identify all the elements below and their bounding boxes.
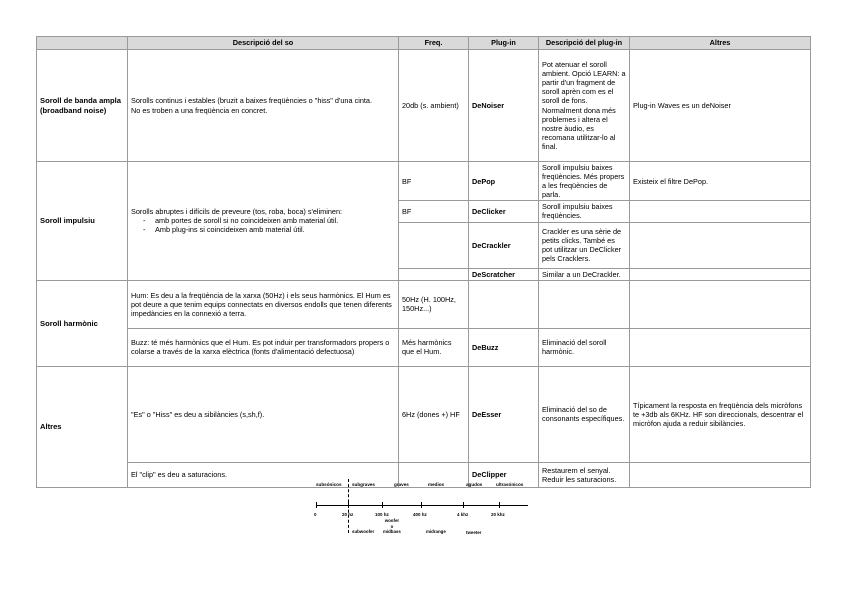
sound-description-cell <box>128 50 399 162</box>
list-item: - Amb plug-ins si coincideixen amb material útil. <box>155 225 395 234</box>
sound-description-line: Sorolls abruptes i difícils de preveure (tos, roba, boca) s'eliminen: <box>131 207 343 217</box>
sound-description-line: No es troben a una freqüència en concret. <box>131 105 268 115</box>
band-label: ultrasónicos <box>496 482 524 487</box>
plugin-description-cell <box>539 280 630 328</box>
speaker-woofer-midbass <box>383 518 401 535</box>
other-cell <box>630 280 811 328</box>
header-frequency: Freq. <box>399 37 469 50</box>
list-item: - amb portes de soroll si no coincideixen amb material útil. <box>155 216 395 225</box>
plugin-descratcher: DeScratcher <box>469 268 539 280</box>
header-sound-description: Descripció del so <box>128 37 399 50</box>
sound-description-list <box>131 216 395 234</box>
category-harmonic-noise: Soroll harmònic <box>37 280 128 366</box>
frequency-cell: BF <box>399 201 469 222</box>
band-label: graves <box>394 482 409 487</box>
category-others: Altres <box>37 366 128 487</box>
plugin-description-cell: Crackler es una sèrie de petits clicks. També es pot utilitzar un DeClicker pels Cracklers. <box>539 222 630 268</box>
speaker-tweeter: tweeter <box>466 530 482 535</box>
table-header-row <box>37 37 811 50</box>
tick-label: 400 hz <box>413 512 427 517</box>
table-row <box>37 328 811 366</box>
other-cell <box>630 462 811 487</box>
axis-tick <box>463 502 464 508</box>
plugin-depop: DePop <box>469 162 539 201</box>
tick-label: 20 hz <box>342 512 354 517</box>
plugin-description-cell: Eliminació del soroll harmònic. <box>539 328 630 366</box>
other-cell <box>630 328 811 366</box>
frequency-cell <box>399 222 469 268</box>
frequency-cell: 6Hz (dones +) HF <box>399 366 469 462</box>
plugin-deesser: DeEsser <box>469 366 539 462</box>
speaker-label: midbass <box>383 529 401 535</box>
table-row <box>37 50 811 162</box>
plugin-description-cell: Soroll impulsiu baixes freqüències. <box>539 201 630 222</box>
speaker-midrange: midrange <box>426 529 446 534</box>
frequency-cell: 20db (s. ambient) <box>399 50 469 162</box>
speaker-label: woofer <box>384 518 400 523</box>
plugin-cell <box>469 280 539 328</box>
axis-tick <box>316 502 317 508</box>
document-page <box>36 36 810 488</box>
sound-description-cell: "Es" o "Hiss" es deu a sibilàncies (s,sh,f). <box>128 366 399 462</box>
table-row <box>37 280 811 328</box>
plugin-declicker: DeClicker <box>469 201 539 222</box>
other-cell: Plug-in Waves es un deNoiser <box>630 50 811 162</box>
plugin-description-cell: Eliminació del so de consonants específiques. <box>539 366 630 462</box>
plugin-debuzz: DeBuzz <box>469 328 539 366</box>
axis-tick <box>421 502 422 508</box>
other-cell: Típicament la resposta en freqüència dels micròfons te +3db als 6KHz. HF son direccionals, descentrar el micròfon ajuda a reduir sibilàncies. <box>630 366 811 462</box>
plugin-decrackler: DeCrackler <box>469 222 539 268</box>
plugin-description-cell: Similar a un DeCrackler. <box>539 268 630 280</box>
table-row <box>37 162 811 201</box>
frequency-cell <box>399 268 469 280</box>
noise-plugin-table <box>36 36 811 488</box>
band-label: agudos <box>466 482 483 487</box>
tick-label: 4 khz <box>457 512 469 517</box>
tick-label: 0 <box>314 512 317 517</box>
plugin-declipper: DeClipper <box>469 462 539 487</box>
axis-tick <box>499 502 500 508</box>
frequency-bands-diagram <box>300 476 550 546</box>
frequency-cell: BF <box>399 162 469 201</box>
category-impulsive-noise: Soroll impulsiu <box>37 162 128 281</box>
header-plugin-description: Descripció del plug-in <box>539 37 630 50</box>
tick-label: 100 hz <box>375 512 389 517</box>
axis-tick <box>348 502 349 508</box>
frequency-cell: Més harmònics que el Hum. <box>399 328 469 366</box>
header-empty <box>37 37 128 50</box>
speaker-subwoofer: subwoofer <box>352 529 375 534</box>
plugin-description-cell: Soroll impulsiu baixes freqüències. Més propers a les freqüències de parla. <box>539 162 630 201</box>
category-broadband-noise: Soroll de banda ampla (broadband noise) <box>37 50 128 162</box>
tick-label: 20 khz <box>491 512 505 517</box>
other-cell <box>630 268 811 280</box>
band-label: subsónicos <box>316 482 342 487</box>
sound-description-line: Sorolls continus i estables (bruzit a baixes freqüències o "hiss" d'una cinta. <box>131 96 373 106</box>
plugin-denoiser: DeNoiser <box>469 50 539 162</box>
table-row <box>37 366 811 462</box>
plugin-description-cell: Pot atenuar el soroll ambient. Opció LEARN: a partir d'un fragment de soroll aprèn com es el soroll de fons. Normalment dona més problemes i altera el nostre àudio, es recomana utilitzar-lo al final. <box>539 50 630 162</box>
header-plugin: Plug-in <box>469 37 539 50</box>
other-cell: Existeix el filtre DePop. <box>630 162 811 201</box>
sound-description-cell <box>128 162 399 281</box>
header-other: Altres <box>630 37 811 50</box>
sound-description-cell: El "clip" es deu a saturacions. <box>128 462 399 487</box>
sound-description-cell: Hum: Es deu a la freqüència de la xarxa (50Hz) i els seus harmònics. El Hum es pot deure a que tenim equips connectats en diversos endolls que tenen diferents impedàncies en la connexió a terra. <box>128 280 399 328</box>
band-label: subgraves <box>352 482 375 487</box>
other-cell <box>630 201 811 222</box>
speaker-label: o <box>390 523 394 529</box>
plugin-description-cell: Restaurem el senyal. Reduir les saturacions. <box>539 462 630 487</box>
frequency-cell: 50Hz (H. 100Hz, 150Hz...) <box>399 280 469 328</box>
sound-description-cell: Buzz: té més harmònics que el Hum. Es pot induir per transformadors propers o colarse a través de la xarxa elèctrica (fonts d'alimentació defectuosa) <box>128 328 399 366</box>
axis-tick <box>382 502 383 508</box>
other-cell <box>630 222 811 268</box>
band-label: medios <box>428 482 445 487</box>
